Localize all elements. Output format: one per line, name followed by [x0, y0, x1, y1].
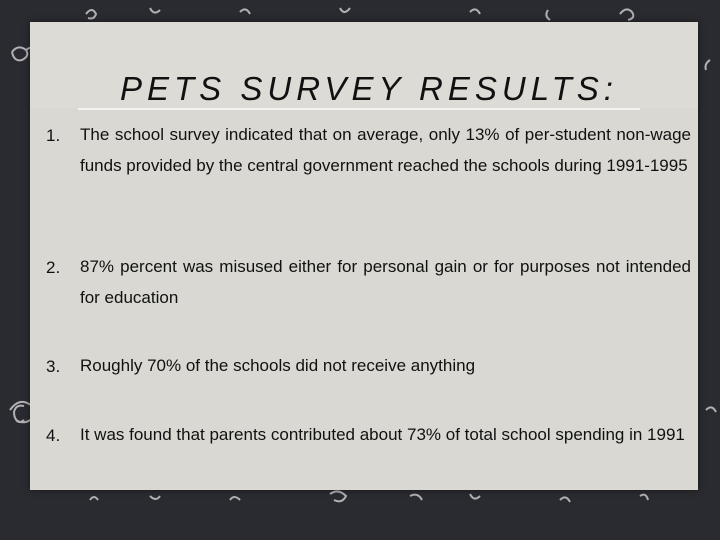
- list-item-number: 2.: [46, 258, 61, 277]
- slide-title: PETS SURVEY RESULTS:: [120, 70, 618, 107]
- list-item-number: 4.: [46, 426, 61, 445]
- list-item-number: 3.: [46, 357, 61, 376]
- list-item-text: 87% percent was misused either for personal gain or for purposes not intended for education: [80, 257, 691, 307]
- list-item-text: The school survey indicated that on average, only 13% of per-student non-wage funds provided by the central government reached the schools during 1991-1995: [80, 125, 691, 175]
- list-item-text: Roughly 70% of the schools did not receive anything: [80, 356, 476, 375]
- results-list: [30, 22, 698, 490]
- content-panel: [30, 22, 698, 490]
- list-item-number: 1.: [46, 126, 61, 145]
- list-item-text: It was found that parents contributed about 73% of total school spending in 1991: [80, 425, 685, 444]
